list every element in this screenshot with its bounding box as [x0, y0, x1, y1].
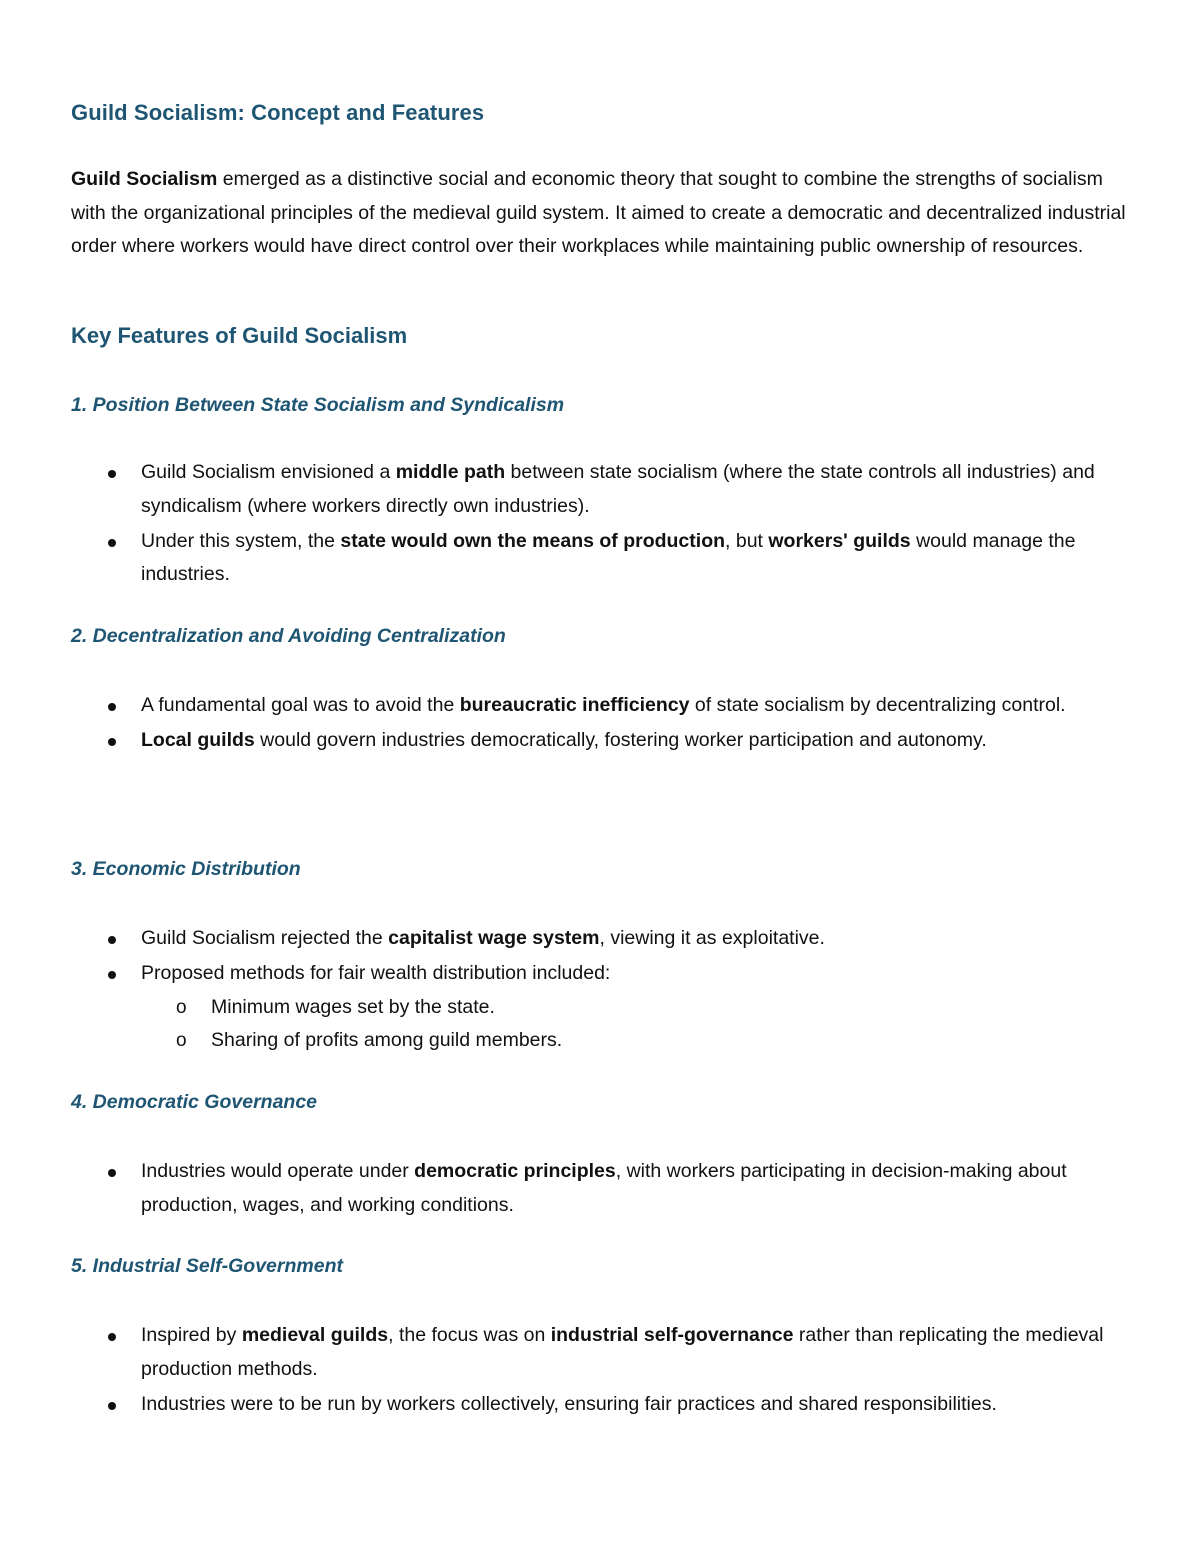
bullet-icon: [108, 1402, 116, 1410]
list-item: Industries were to be run by workers collectively, ensuring fair practices and shared responsibilities.: [71, 1388, 1133, 1422]
section-1-heading: 1. Position Between State Socialism and Syndicalism: [71, 394, 565, 416]
intro-paragraph: [71, 163, 1131, 264]
bullet-icon: [108, 539, 116, 547]
bullet-icon: [108, 470, 116, 478]
list-item: Local guilds would govern industries democratically, fostering worker participation and autonomy.: [71, 724, 1133, 758]
document-title: Guild Socialism: Concept and Features: [71, 100, 485, 125]
bullet-icon: [108, 1333, 116, 1341]
circle-bullet-icon: o: [176, 1030, 187, 1051]
key-features-heading: Key Features of Guild Socialism: [71, 323, 408, 348]
bullet-icon: [108, 971, 116, 979]
section-5-list: [71, 1319, 1133, 1423]
bullet-icon: [108, 936, 116, 944]
sub-list: [141, 991, 1133, 1058]
section-5-heading: 5. Industrial Self-Government: [71, 1255, 343, 1277]
list-item: Proposed methods for fair wealth distribution included: o Minimum wages set by the state. o Sharing of profits among guild members.: [71, 957, 1133, 1058]
section-3-list: [71, 922, 1133, 1059]
bullet-icon: [108, 703, 116, 711]
list-item: Industries would operate under democratic principles, with workers participating in decision-making about production, wages, and working conditions.: [71, 1155, 1133, 1222]
list-item: A fundamental goal was to avoid the bureaucratic inefficiency of state socialism by decentralizing control.: [71, 689, 1133, 723]
list-item: Under this system, the state would own the means of production, but workers' guilds would manage the industries.: [71, 525, 1133, 592]
bullet-icon: [108, 738, 116, 746]
sub-list-item: o Sharing of profits among guild members.: [141, 1024, 1133, 1058]
section-1-list: [71, 456, 1133, 593]
bullet-icon: [108, 1169, 116, 1177]
list-item: Guild Socialism rejected the capitalist wage system, viewing it as exploitative.: [71, 922, 1133, 956]
section-2-list: [71, 689, 1133, 759]
list-item: Inspired by medieval guilds, the focus was on industrial self-governance rather than replicating the medieval production methods.: [71, 1319, 1133, 1386]
section-4-heading: 4. Democratic Governance: [71, 1091, 318, 1113]
circle-bullet-icon: o: [176, 996, 187, 1018]
intro-text: emerged as a distinctive social and economic theory that sought to combine the strengths of socialism with the organizational principles of the medieval guild system. It aimed to create a democratic and decentralized industrial order where workers would have direct control over their workplaces while maintaining public ownership of resources.: [71, 168, 1126, 257]
list-item: Guild Socialism envisioned a middle path between state socialism (where the state controls all industries) and syndicalism (where workers directly own industries).: [71, 456, 1133, 523]
sub-list-item: o Minimum wages set by the state.: [141, 991, 1133, 1025]
intro-term: Guild Socialism: [71, 168, 218, 190]
section-4-list: [71, 1155, 1133, 1224]
section-2-heading: 2. Decentralization and Avoiding Centralization: [71, 625, 506, 647]
section-3-heading: 3. Economic Distribution: [71, 858, 301, 880]
